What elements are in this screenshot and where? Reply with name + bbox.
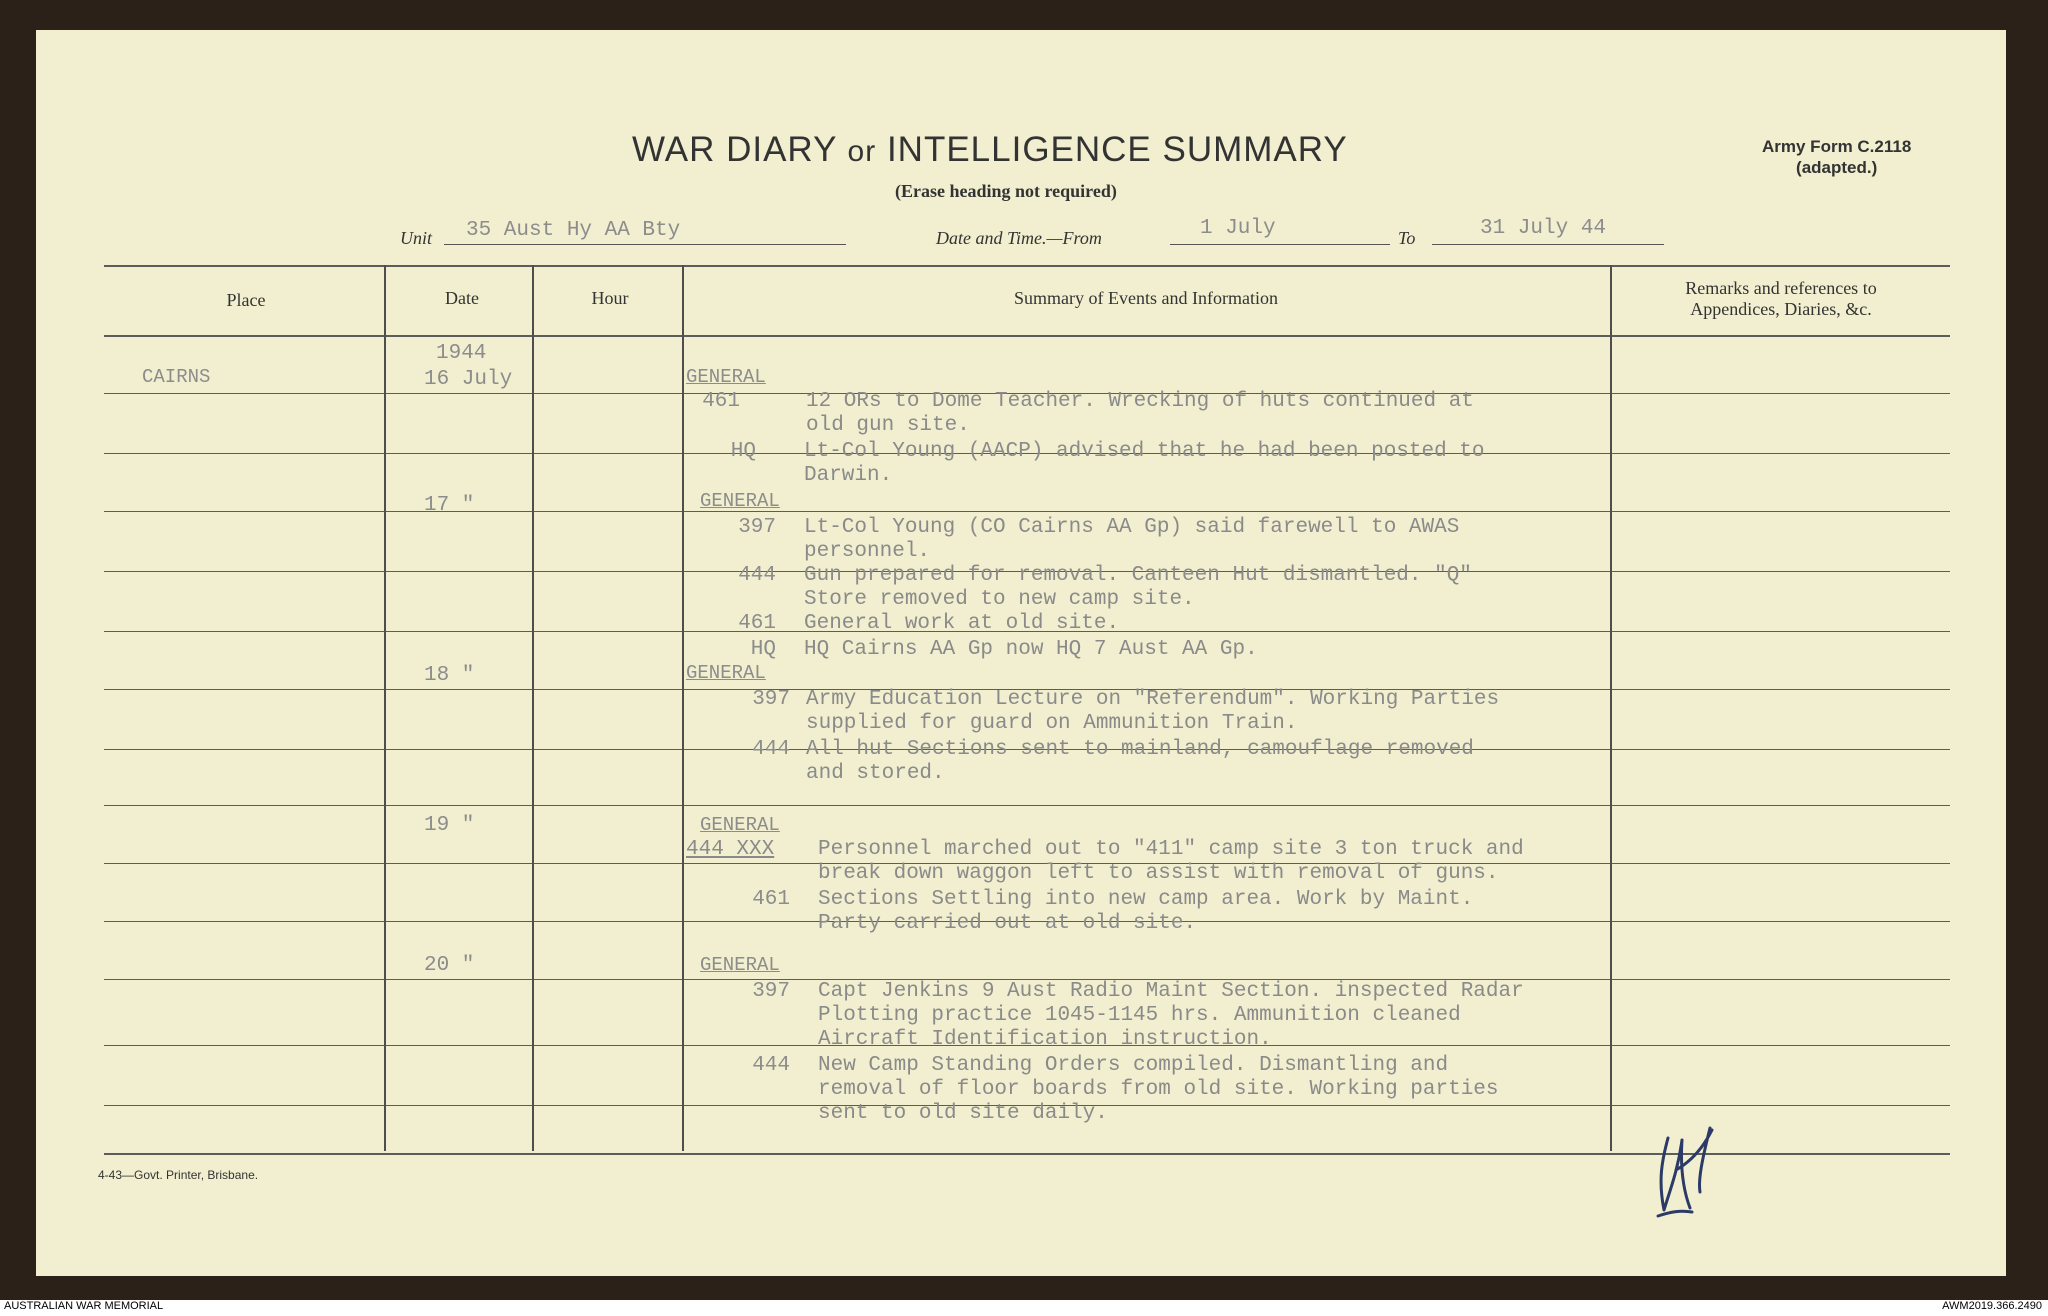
printer-imprint: 4-43—Govt. Printer, Brisbane.: [98, 1168, 259, 1182]
entry-text: and stored.: [806, 762, 945, 785]
row-rule: [104, 511, 1950, 512]
entry-unit-number: 397: [752, 688, 790, 711]
date-16-july: 16 July: [424, 368, 513, 391]
entry-text: Darwin.: [804, 464, 893, 487]
entry-unit-number: HQ: [750, 638, 776, 661]
entry-text: removal of floor boards from old site. Working parties: [818, 1078, 1499, 1101]
row-rule: [104, 805, 1950, 806]
column-header-date: Date: [445, 288, 479, 308]
handwritten-signature: [1640, 1100, 1730, 1220]
unit-label: Unit: [400, 228, 433, 248]
entry-text: HQ Cairns AA Gp now HQ 7 Aust AA Gp.: [804, 638, 1258, 661]
entry-unit-number: 444: [752, 1054, 790, 1077]
entry-text: New Camp Standing Orders compiled. Dismantling and: [818, 1054, 1449, 1077]
date-from-label: Date and Time.—From: [936, 228, 1102, 248]
entry-text: Plotting practice 1045-1145 hrs. Ammunition cleaned: [818, 1004, 1461, 1027]
entry-unit-number: 461: [752, 888, 790, 911]
entry-text: Aircraft Identification instruction.: [818, 1028, 1272, 1051]
archive-accession-number: AWM2019.366.2490: [1942, 1300, 2042, 1312]
date-year: 1944: [436, 342, 487, 365]
entry-text: Sections Settling into new camp area. Work by Maint.: [818, 888, 1474, 911]
entry-text: sent to old site daily.: [818, 1102, 1108, 1125]
date-to-label: To: [1398, 228, 1416, 248]
header-bottom-rule: [104, 335, 1950, 337]
column-divider-date: [532, 265, 534, 1151]
remarks-header-line2: Appendices, Diaries, &c.: [1690, 299, 1872, 319]
entry-text: Store removed to new camp site.: [804, 588, 1195, 611]
entry-text: Gun prepared for removal. Canteen Hut dismantled. "Q": [804, 564, 1472, 587]
archive-credit: AUSTRALIAN WAR MEMORIAL: [4, 1300, 164, 1312]
entry-text: All hut Sections sent to mainland, camouflage removed: [806, 738, 1474, 761]
general-heading: GENERAL: [700, 490, 780, 512]
unit-underline: [444, 244, 846, 245]
date-to-underline: [1432, 244, 1664, 245]
entry-unit-number: 444 XXX: [686, 838, 775, 861]
entry-text: Army Education Lecture on "Referendum". Working Parties: [806, 688, 1500, 711]
date-20: 20 ": [424, 954, 475, 977]
entry-unit-number: 461: [738, 612, 776, 635]
entry-text: Party carried out at old site.: [818, 912, 1197, 935]
entry-unit-number: 444: [738, 564, 776, 587]
entry-text: Lt-Col Young (CO Cairns AA Gp) said farewell to AWAS: [804, 516, 1460, 539]
column-divider-place: [384, 265, 386, 1151]
army-form-line1: Army Form C.2118: [1762, 137, 1912, 156]
date-to-value: 31 July 44: [1480, 217, 1607, 240]
date-from-underline: [1170, 244, 1390, 245]
date-17: 17 ": [424, 494, 475, 517]
table-top-rule: [104, 265, 1950, 267]
date-from-value: 1 July: [1200, 217, 1276, 240]
entry-unit-number: 461: [702, 390, 740, 413]
entry-text: break down waggon left to assist with removal of guns.: [818, 862, 1499, 885]
entry-unit-number: 397: [752, 980, 790, 1003]
army-form-number: [1762, 136, 1911, 178]
remarks-header-line1: Remarks and references to: [1685, 278, 1877, 298]
form-subtitle: (Erase heading not required): [895, 181, 1117, 201]
entry-text: 12 ORs to Dome Teacher. Wrecking of huts continued at: [806, 390, 1474, 413]
entry-text: Lt-Col Young (AACP) advised that he had been posted to: [804, 440, 1485, 463]
column-header-place: Place: [226, 290, 266, 310]
date-18: 18 ": [424, 664, 475, 687]
title-war-diary: WAR DIARY: [632, 130, 837, 169]
entry-text: General work at old site.: [804, 612, 1120, 635]
entry-unit-number: 397: [738, 516, 776, 539]
entry-unit-number: HQ: [730, 440, 756, 463]
general-heading: GENERAL: [700, 954, 780, 976]
army-form-line2: (adapted.): [1796, 158, 1878, 177]
entry-text: Personnel marched out to "411" camp site 3 ton truck and: [818, 838, 1524, 861]
column-divider-summary: [1610, 265, 1612, 1151]
place-value: CAIRNS: [142, 366, 211, 388]
entry-text: Capt Jenkins 9 Aust Radio Maint Section. inspected Radar: [818, 980, 1524, 1003]
title-or: or: [847, 135, 877, 168]
general-heading: GENERAL: [686, 662, 766, 684]
date-19: 19 ": [424, 814, 475, 837]
entry-text: personnel.: [804, 540, 931, 563]
column-header-hour: Hour: [591, 288, 629, 308]
entry-text: old gun site.: [806, 414, 970, 437]
column-header-summary: Summary of Events and Information: [1014, 288, 1278, 308]
general-heading: GENERAL: [700, 814, 780, 836]
general-heading: GENERAL: [686, 366, 766, 388]
title-intelligence-summary: INTELLIGENCE SUMMARY: [886, 130, 1348, 169]
form-title: [632, 130, 1348, 170]
unit-value: 35 Aust Hy AA Bty: [466, 219, 681, 242]
entry-unit-number: 444: [752, 738, 790, 761]
entry-text: supplied for guard on Ammunition Train.: [806, 712, 1298, 735]
column-header-remarks: [1614, 278, 1948, 320]
